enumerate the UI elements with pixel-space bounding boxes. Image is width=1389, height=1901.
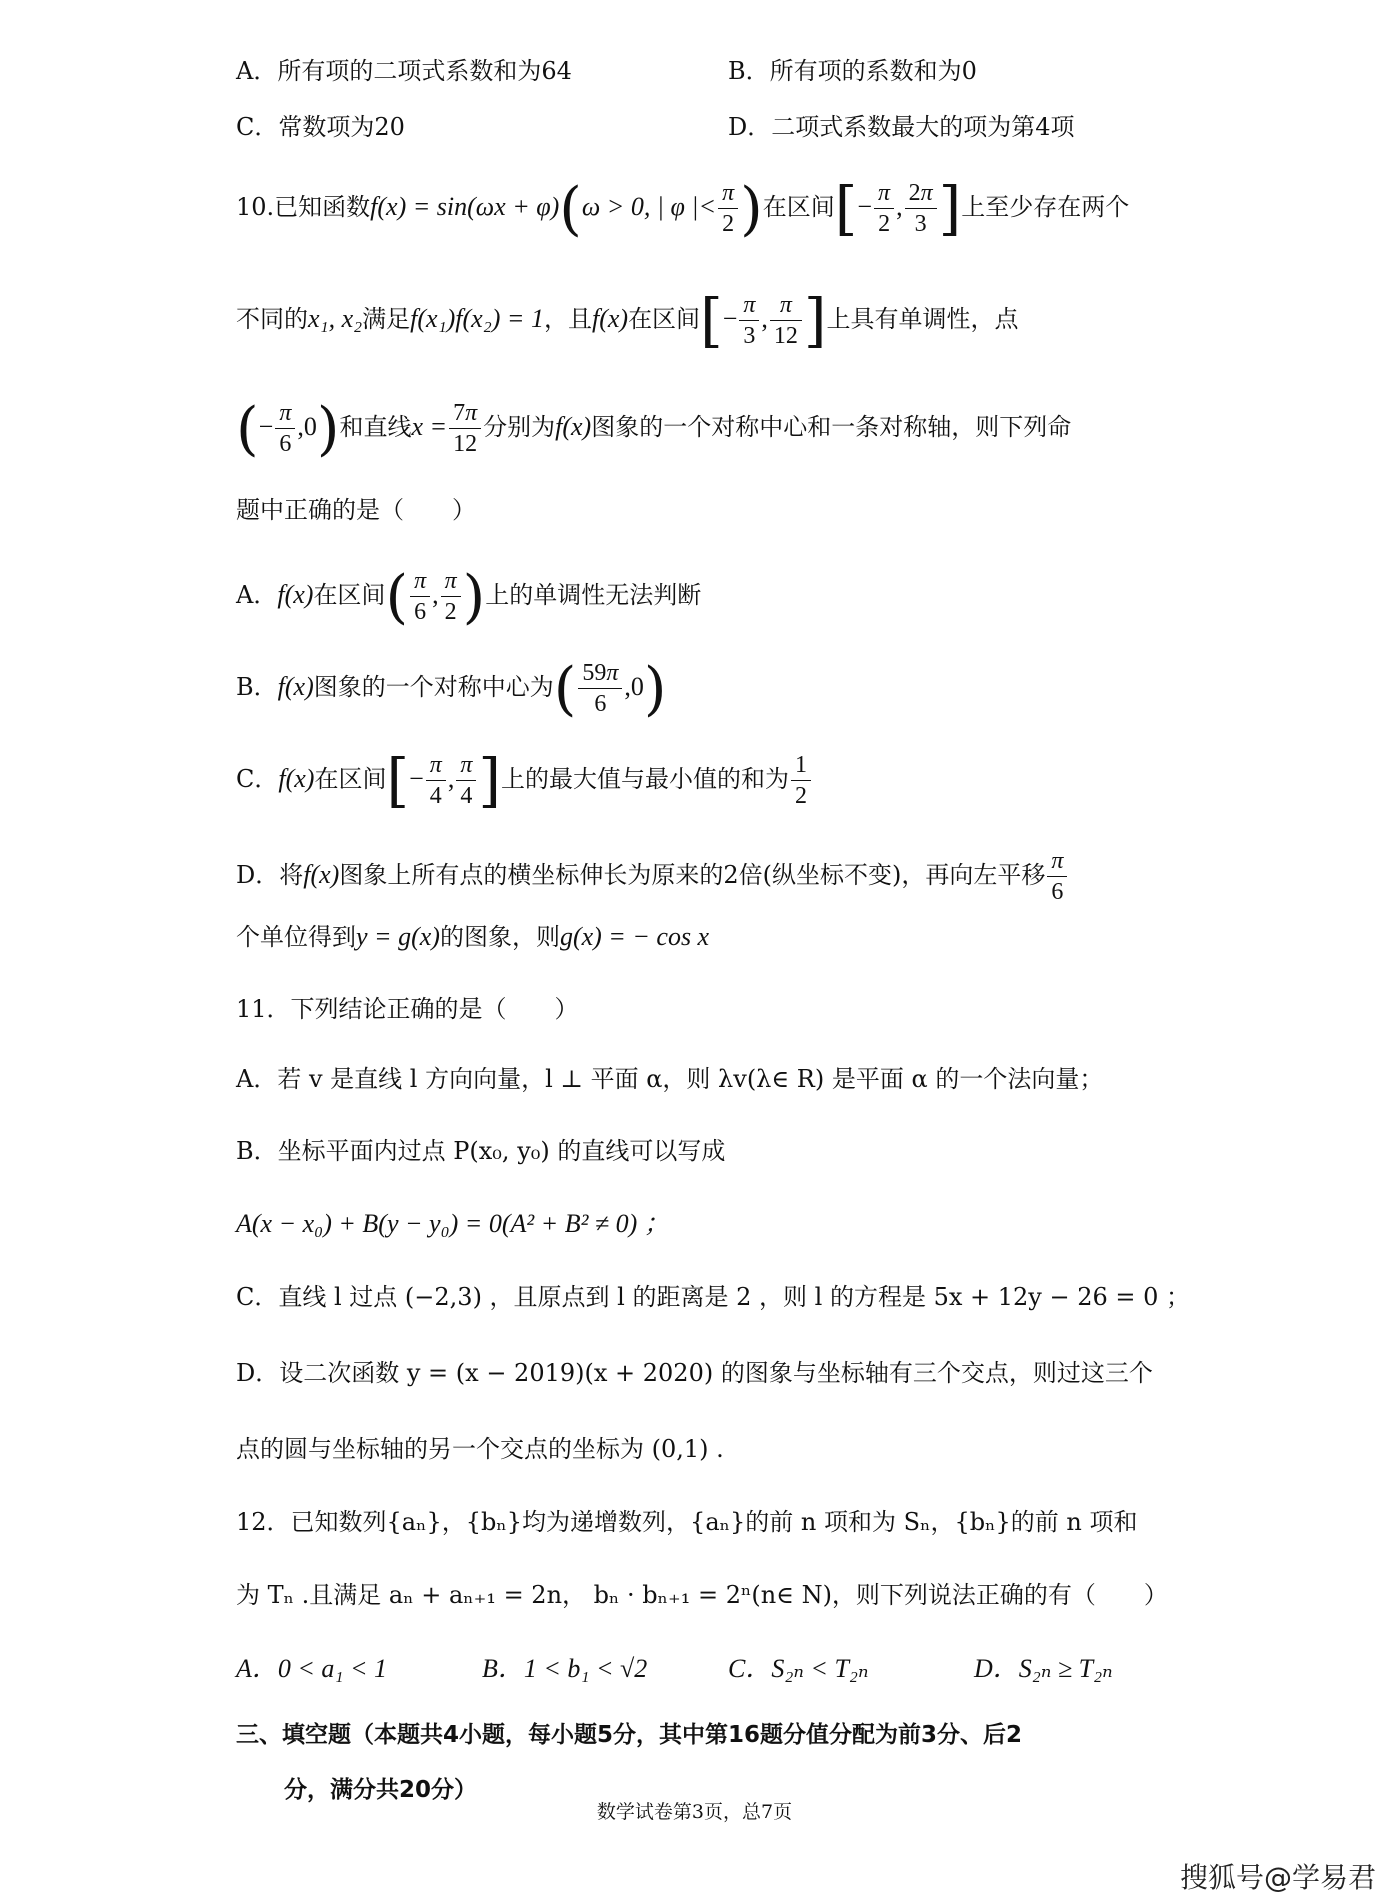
- q10-option-a: A．f(x)在区间( $\frac{\pi}{6}$ , $\frac{\pi}{2}$ )上的单调性无法判断: [236, 562, 702, 631]
- q12-line-2: 为 Tₙ .且满足 aₙ + aₙ₊₁ = 2n， bₙ · bₙ₊₁ = 2ⁿ(n∈ N)，则下列说法正确的有（ ）: [236, 1581, 1168, 1609]
- q12-option-d: D．S₂ₙ ≥ T₂ₙ: [974, 1654, 1113, 1683]
- q10-line-2: 不同的x₁, x₂满足f(x₁)f(x₂) = 1，且f(x)在区间[− $\frac{\pi}{3}$ , $\frac{\pi}{12}$ ]上具有单调性，点: [236, 286, 1019, 355]
- q10-function: f(x) = sin(ωx + φ): [370, 192, 560, 221]
- watermark: 搜狐号@学易君: [1180, 1861, 1377, 1894]
- q9-option-b: B．所有项的系数和为0: [728, 57, 977, 85]
- q11-option-d-line-1: D．设二次函数 y = (x − 2019)(x + 2020) 的图象与坐标轴有三个交点，则过这三个: [236, 1359, 1153, 1387]
- q10-option-d-line-1: D．将f(x)图象上所有点的横坐标伸长为原来的2倍(纵坐标不变)，再向左平移 $\frac{\pi}{6}$: [236, 846, 1069, 907]
- q11-option-b-line-2: A(x − x₀) + B(y − y₀) = 0(A² + B² ≠ 0) ；: [236, 1209, 670, 1238]
- q12-option-b: B．1 < b₁ < √2: [482, 1654, 648, 1683]
- q10-option-b: B．f(x)图象的一个对称中心为( $\frac{59\pi}{6}$ ,0): [236, 654, 667, 723]
- q9-option-a: A．所有项的二项式系数和为64: [236, 57, 572, 85]
- q10-option-c: C．f(x)在区间[− $\frac{\pi}{4}$ , $\frac{\pi}{4}$ ]上的最大值与最小值的和为 $\frac{1}{2}$: [236, 750, 813, 811]
- q10-line-3: (− $\frac{\pi}{6}$ ,0)和直线x = $\frac{7\pi}{12}$ 分别为f(x)图象的一个对称中心和一条对称轴，则下列命: [236, 394, 1072, 463]
- q9-option-c: C．常数项为20: [236, 113, 405, 141]
- section-heading-line-1: 三、填空题（本题共4小题，每小题5分，其中第16题分值分配为前3分、后2: [236, 1722, 1023, 1748]
- q12-option-c: C．S₂ₙ < T₂ₙ: [728, 1654, 869, 1683]
- q10-line-4: 题中正确的是（ ）: [236, 496, 476, 524]
- section-heading-line-2: 分，满分共20分）: [284, 1777, 478, 1803]
- q12-line-1: 12．已知数列{aₙ}，{bₙ}均为递增数列，{aₙ}的前 n 项和为 Sₙ，{bₙ}的前 n 项和: [236, 1508, 1138, 1536]
- q11-option-c: C．直线 l 过点 (−2,3) ，且原点到 l 的距离是 2 ，则 l 的方程是 5x + 12y − 26 = 0 ；: [236, 1283, 1191, 1311]
- page-footer: 数学试卷第3页，总7页: [596, 1801, 793, 1823]
- q10-line-1: 10.已知函数f(x) = sin(ωx + φ)(ω > 0, | φ |< $\frac{\pi}{2}$ )在区间[− $\frac{\pi}{2}$ , $\frac{2\pi}{3}$ ]上至少存在两个: [236, 174, 1130, 243]
- q11-title: 11．下列结论正确的是（ ）: [236, 995, 579, 1023]
- q9-option-d: D．二项式系数最大的项为第4项: [728, 113, 1075, 141]
- q10-option-d-line-2: 个单位得到y = g(x)的图象，则g(x) = − cos x: [236, 922, 710, 951]
- q11-option-b-line-1: B．坐标平面内过点 P(x₀, y₀) 的直线可以写成: [236, 1137, 726, 1165]
- q11-option-a: A．若 v 是直线 l 方向向量，l ⊥ 平面 α，则 λv(λ∈ R) 是平面 α 的一个法向量；: [236, 1065, 1104, 1093]
- q11-option-d-line-2: 点的圆与坐标轴的另一个交点的坐标为 (0,1) .: [236, 1435, 724, 1463]
- frac-pi-2: $\frac{\pi}{2}$: [718, 178, 738, 239]
- q12-option-a: A．0 < a₁ < 1: [236, 1654, 388, 1683]
